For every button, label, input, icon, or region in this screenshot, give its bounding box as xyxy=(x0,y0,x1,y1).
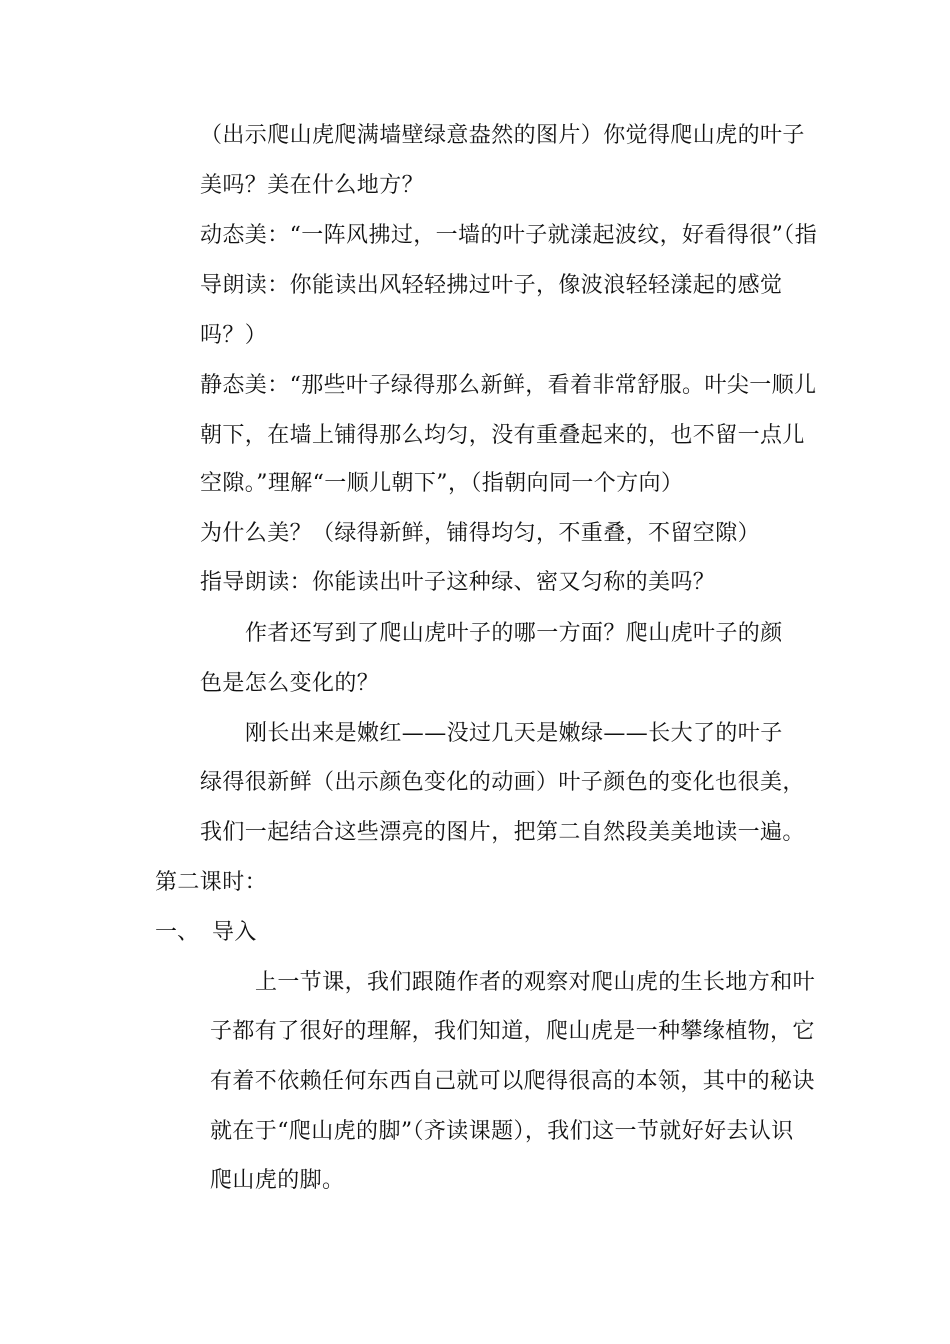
paragraph-line: 美吗？美在什么地方？ xyxy=(200,173,425,198)
paragraph-line: 动态美：“一阵风拂过，一墙的叶子就漾起波纹，好看得很”（指 xyxy=(200,223,818,248)
paragraph-line: 爬山虎的脚。 xyxy=(210,1168,345,1193)
paragraph-line: 就在于“爬山虎的脚”（齐读课题），我们这一节就好好去认识 xyxy=(210,1119,794,1144)
section-heading: 第二课时： xyxy=(155,870,268,895)
paragraph-line: 吗？） xyxy=(200,323,268,348)
paragraph-line: （出示爬山虎爬满墙壁绿意盎然的图片）你觉得爬山虎的叶子 xyxy=(200,123,805,148)
list-item-title: 导入 xyxy=(212,920,257,945)
paragraph-line: 子都有了很好的理解，我们知道，爬山虎是一种攀缘植物，它 xyxy=(210,1019,815,1044)
paragraph-line: 刚长出来是嫩红——没过几天是嫩绿——长大了的叶子 xyxy=(245,721,783,746)
paragraph-line: 静态美：“那些叶子绿得那么新鲜，看着非常舒服。叶尖一顺儿 xyxy=(200,373,817,398)
paragraph-line: 为什么美？（绿得新鲜，铺得均匀，不重叠，不留空隙） xyxy=(200,521,761,546)
paragraph-line: 朝下，在墙上铺得那么均匀，没有重叠起来的，也不留一点儿 xyxy=(200,423,805,448)
paragraph-line: 导朗读：你能读出风轻轻拂过叶子，像波浪轻轻漾起的感觉 xyxy=(200,273,783,298)
paragraph-line: 作者还写到了爬山虎叶子的哪一方面？爬山虎叶子的颜 xyxy=(245,621,783,646)
paragraph-line: 指导朗读：你能读出叶子这种绿、密又匀称的美吗？ xyxy=(200,570,716,595)
paragraph-line: 我们一起结合这些漂亮的图片，把第二自然段美美地读一遍。 xyxy=(200,820,805,845)
paragraph-line: 有着不依赖任何东西自己就可以爬得很高的本领，其中的秘诀 xyxy=(210,1069,815,1094)
list-marker: 一、 xyxy=(155,920,200,945)
paragraph-line: 色是怎么变化的？ xyxy=(200,671,380,696)
paragraph-line: 空隙。”理解“一顺儿朝下”，（指朝向同一个方向） xyxy=(200,471,684,496)
paragraph-line: 绿得很新鲜（出示颜色变化的动画）叶子颜色的变化也很美， xyxy=(200,770,805,795)
paragraph-line: 上一节课，我们跟随作者的观察对爬山虎的生长地方和叶 xyxy=(255,970,816,995)
